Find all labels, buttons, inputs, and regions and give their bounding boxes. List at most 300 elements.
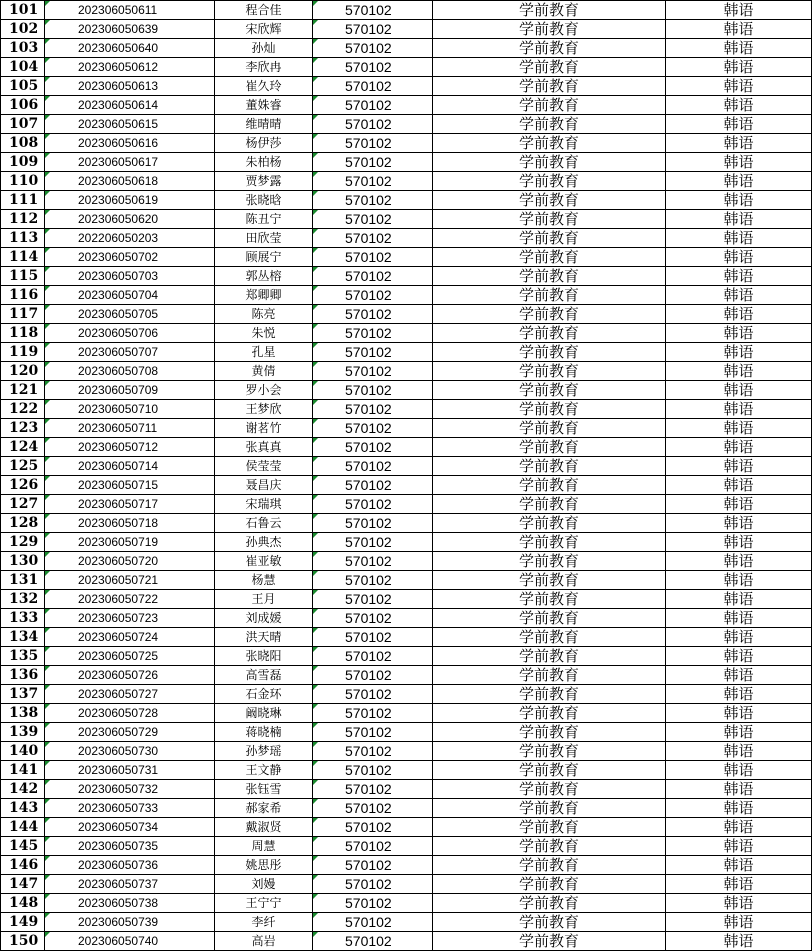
major-name-cell[interactable]: 学前教育 [433,837,666,856]
language-cell[interactable]: 韩语 [666,400,812,419]
row-number-cell[interactable]: 128 [1,514,45,533]
student-id-cell[interactable]: 202306050709 [45,381,215,400]
major-code-cell[interactable]: 570102 [313,286,433,305]
student-name-cell[interactable]: 高雪磊 [215,666,313,685]
language-cell[interactable]: 韩语 [666,438,812,457]
row-number-cell[interactable]: 110 [1,172,45,191]
student-name-cell[interactable]: 阚晓琳 [215,704,313,723]
student-id-cell[interactable]: 202306050719 [45,533,215,552]
student-id-cell[interactable]: 202306050731 [45,761,215,780]
row-number-cell[interactable]: 126 [1,476,45,495]
student-name-cell[interactable]: 刘嫚 [215,875,313,894]
student-id-cell[interactable]: 202306050739 [45,913,215,932]
major-code-cell[interactable]: 570102 [313,913,433,932]
row-number-cell[interactable]: 140 [1,742,45,761]
major-name-cell[interactable]: 学前教育 [433,799,666,818]
major-code-cell[interactable]: 570102 [313,191,433,210]
major-name-cell[interactable]: 学前教育 [433,229,666,248]
student-name-cell[interactable]: 洪天晴 [215,628,313,647]
row-number-cell[interactable]: 125 [1,457,45,476]
major-code-cell[interactable]: 570102 [313,590,433,609]
row-number-cell[interactable]: 146 [1,856,45,875]
major-code-cell[interactable]: 570102 [313,837,433,856]
major-code-cell[interactable]: 570102 [313,609,433,628]
student-name-cell[interactable]: 李欣冉 [215,58,313,77]
major-name-cell[interactable]: 学前教育 [433,172,666,191]
student-name-cell[interactable]: 郭丛榕 [215,267,313,286]
student-name-cell[interactable]: 孙梦瑶 [215,742,313,761]
language-cell[interactable]: 韩语 [666,39,812,58]
major-code-cell[interactable]: 570102 [313,514,433,533]
language-cell[interactable]: 韩语 [666,913,812,932]
major-name-cell[interactable]: 学前教育 [433,134,666,153]
language-cell[interactable]: 韩语 [666,324,812,343]
row-number-cell[interactable]: 106 [1,96,45,115]
student-id-cell[interactable]: 202306050703 [45,267,215,286]
major-name-cell[interactable]: 学前教育 [433,704,666,723]
language-cell[interactable]: 韩语 [666,514,812,533]
student-id-cell[interactable]: 202306050704 [45,286,215,305]
student-name-cell[interactable]: 崔亚敏 [215,552,313,571]
student-id-cell[interactable]: 202306050712 [45,438,215,457]
row-number-cell[interactable]: 132 [1,590,45,609]
major-code-cell[interactable]: 570102 [313,58,433,77]
row-number-cell[interactable]: 107 [1,115,45,134]
row-number-cell[interactable]: 141 [1,761,45,780]
student-name-cell[interactable]: 石鲁云 [215,514,313,533]
major-name-cell[interactable]: 学前教育 [433,932,666,951]
language-cell[interactable]: 韩语 [666,362,812,381]
major-name-cell[interactable]: 学前教育 [433,153,666,172]
row-number-cell[interactable]: 122 [1,400,45,419]
row-number-cell[interactable]: 102 [1,20,45,39]
major-name-cell[interactable]: 学前教育 [433,647,666,666]
language-cell[interactable]: 韩语 [666,875,812,894]
row-number-cell[interactable]: 124 [1,438,45,457]
row-number-cell[interactable]: 114 [1,248,45,267]
major-code-cell[interactable]: 570102 [313,305,433,324]
major-code-cell[interactable]: 570102 [313,723,433,742]
language-cell[interactable]: 韩语 [666,191,812,210]
student-id-cell[interactable]: 202306050702 [45,248,215,267]
major-code-cell[interactable]: 570102 [313,77,433,96]
student-id-cell[interactable]: 202306050734 [45,818,215,837]
major-name-cell[interactable]: 学前教育 [433,419,666,438]
row-number-cell[interactable]: 147 [1,875,45,894]
major-name-cell[interactable]: 学前教育 [433,1,666,20]
row-number-cell[interactable]: 149 [1,913,45,932]
row-number-cell[interactable]: 145 [1,837,45,856]
language-cell[interactable]: 韩语 [666,723,812,742]
student-id-cell[interactable]: 202306050612 [45,58,215,77]
major-code-cell[interactable]: 570102 [313,134,433,153]
row-number-cell[interactable]: 112 [1,210,45,229]
student-name-cell[interactable]: 陈亮 [215,305,313,324]
language-cell[interactable]: 韩语 [666,932,812,951]
major-name-cell[interactable]: 学前教育 [433,115,666,134]
language-cell[interactable]: 韩语 [666,476,812,495]
student-id-cell[interactable]: 202306050717 [45,495,215,514]
student-name-cell[interactable]: 孙典杰 [215,533,313,552]
major-name-cell[interactable]: 学前教育 [433,742,666,761]
student-id-cell[interactable]: 202306050708 [45,362,215,381]
major-code-cell[interactable]: 570102 [313,628,433,647]
major-name-cell[interactable]: 学前教育 [433,552,666,571]
student-name-cell[interactable]: 贾梦露 [215,172,313,191]
row-number-cell[interactable]: 127 [1,495,45,514]
major-code-cell[interactable]: 570102 [313,818,433,837]
major-name-cell[interactable]: 学前教育 [433,913,666,932]
student-id-cell[interactable]: 202306050710 [45,400,215,419]
student-name-cell[interactable]: 孔星 [215,343,313,362]
major-name-cell[interactable]: 学前教育 [433,77,666,96]
major-name-cell[interactable]: 学前教育 [433,780,666,799]
row-number-cell[interactable]: 104 [1,58,45,77]
student-name-cell[interactable]: 宋瑞琪 [215,495,313,514]
student-id-cell[interactable]: 202306050728 [45,704,215,723]
language-cell[interactable]: 韩语 [666,58,812,77]
student-name-cell[interactable]: 田欣莹 [215,229,313,248]
student-name-cell[interactable]: 宋欣辉 [215,20,313,39]
student-name-cell[interactable]: 高岩 [215,932,313,951]
student-name-cell[interactable]: 李纤 [215,913,313,932]
language-cell[interactable]: 韩语 [666,685,812,704]
student-id-cell[interactable]: 202306050730 [45,742,215,761]
language-cell[interactable]: 韩语 [666,761,812,780]
major-code-cell[interactable]: 570102 [313,267,433,286]
row-number-cell[interactable]: 150 [1,932,45,951]
student-name-cell[interactable]: 杨慧 [215,571,313,590]
student-name-cell[interactable]: 朱柏杨 [215,153,313,172]
student-id-cell[interactable]: 202306050721 [45,571,215,590]
language-cell[interactable]: 韩语 [666,153,812,172]
major-code-cell[interactable]: 570102 [313,552,433,571]
row-number-cell[interactable]: 138 [1,704,45,723]
row-number-cell[interactable]: 135 [1,647,45,666]
row-number-cell[interactable]: 103 [1,39,45,58]
student-name-cell[interactable]: 崔久玲 [215,77,313,96]
major-name-cell[interactable]: 学前教育 [433,96,666,115]
major-code-cell[interactable]: 570102 [313,666,433,685]
major-name-cell[interactable]: 学前教育 [433,571,666,590]
major-name-cell[interactable]: 学前教育 [433,20,666,39]
language-cell[interactable]: 韩语 [666,818,812,837]
student-id-cell[interactable]: 202306050618 [45,172,215,191]
major-code-cell[interactable]: 570102 [313,704,433,723]
row-number-cell[interactable]: 134 [1,628,45,647]
language-cell[interactable]: 韩语 [666,609,812,628]
row-number-cell[interactable]: 143 [1,799,45,818]
language-cell[interactable]: 韩语 [666,666,812,685]
language-cell[interactable]: 韩语 [666,286,812,305]
major-code-cell[interactable]: 570102 [313,932,433,951]
major-name-cell[interactable]: 学前教育 [433,305,666,324]
student-id-cell[interactable]: 202306050720 [45,552,215,571]
language-cell[interactable]: 韩语 [666,96,812,115]
student-name-cell[interactable]: 黄倩 [215,362,313,381]
student-name-cell[interactable]: 张晓阳 [215,647,313,666]
language-cell[interactable]: 韩语 [666,172,812,191]
student-id-cell[interactable]: 202306050619 [45,191,215,210]
student-id-cell[interactable]: 202306050740 [45,932,215,951]
row-number-cell[interactable]: 105 [1,77,45,96]
major-name-cell[interactable]: 学前教育 [433,761,666,780]
student-id-cell[interactable]: 202306050620 [45,210,215,229]
major-code-cell[interactable]: 570102 [313,894,433,913]
student-id-cell[interactable]: 202306050727 [45,685,215,704]
student-id-cell[interactable]: 202306050707 [45,343,215,362]
major-name-cell[interactable]: 学前教育 [433,267,666,286]
student-name-cell[interactable]: 侯莹莹 [215,457,313,476]
major-code-cell[interactable]: 570102 [313,20,433,39]
row-number-cell[interactable]: 121 [1,381,45,400]
major-code-cell[interactable]: 570102 [313,210,433,229]
major-name-cell[interactable]: 学前教育 [433,381,666,400]
language-cell[interactable]: 韩语 [666,381,812,400]
student-id-cell[interactable]: 202306050735 [45,837,215,856]
student-id-cell[interactable]: 202306050733 [45,799,215,818]
major-code-cell[interactable]: 570102 [313,381,433,400]
student-name-cell[interactable]: 郝家希 [215,799,313,818]
major-name-cell[interactable]: 学前教育 [433,685,666,704]
student-name-cell[interactable]: 姚思彤 [215,856,313,875]
major-code-cell[interactable]: 570102 [313,153,433,172]
major-code-cell[interactable]: 570102 [313,533,433,552]
student-id-cell[interactable]: 202306050738 [45,894,215,913]
major-code-cell[interactable]: 570102 [313,419,433,438]
major-code-cell[interactable]: 570102 [313,799,433,818]
major-name-cell[interactable]: 学前教育 [433,58,666,77]
row-number-cell[interactable]: 108 [1,134,45,153]
major-name-cell[interactable]: 学前教育 [433,609,666,628]
student-id-cell[interactable]: 202306050706 [45,324,215,343]
student-id-cell[interactable]: 202306050617 [45,153,215,172]
language-cell[interactable]: 韩语 [666,77,812,96]
row-number-cell[interactable]: 120 [1,362,45,381]
major-name-cell[interactable]: 学前教育 [433,286,666,305]
major-code-cell[interactable]: 570102 [313,647,433,666]
language-cell[interactable]: 韩语 [666,837,812,856]
major-name-cell[interactable]: 学前教育 [433,248,666,267]
major-code-cell[interactable]: 570102 [313,115,433,134]
student-name-cell[interactable]: 孙灿 [215,39,313,58]
student-name-cell[interactable]: 顾展宁 [215,248,313,267]
student-name-cell[interactable]: 朱悦 [215,324,313,343]
major-code-cell[interactable]: 570102 [313,1,433,20]
student-id-cell[interactable]: 202306050613 [45,77,215,96]
row-number-cell[interactable]: 111 [1,191,45,210]
language-cell[interactable]: 韩语 [666,419,812,438]
major-name-cell[interactable]: 学前教育 [433,875,666,894]
major-name-cell[interactable]: 学前教育 [433,894,666,913]
row-number-cell[interactable]: 148 [1,894,45,913]
major-name-cell[interactable]: 学前教育 [433,362,666,381]
major-name-cell[interactable]: 学前教育 [433,191,666,210]
student-id-cell[interactable]: 202306050611 [45,1,215,20]
student-id-cell[interactable]: 202306050615 [45,115,215,134]
row-number-cell[interactable]: 142 [1,780,45,799]
major-name-cell[interactable]: 学前教育 [433,476,666,495]
major-code-cell[interactable]: 570102 [313,172,433,191]
row-number-cell[interactable]: 109 [1,153,45,172]
major-code-cell[interactable]: 570102 [313,400,433,419]
major-name-cell[interactable]: 学前教育 [433,590,666,609]
student-name-cell[interactable]: 郑卿卿 [215,286,313,305]
student-id-cell[interactable]: 202306050725 [45,647,215,666]
row-number-cell[interactable]: 133 [1,609,45,628]
student-id-cell[interactable]: 202306050729 [45,723,215,742]
student-id-cell[interactable]: 202306050718 [45,514,215,533]
row-number-cell[interactable]: 115 [1,267,45,286]
student-name-cell[interactable]: 王文静 [215,761,313,780]
language-cell[interactable]: 韩语 [666,780,812,799]
language-cell[interactable]: 韩语 [666,856,812,875]
student-id-cell[interactable]: 202306050614 [45,96,215,115]
major-name-cell[interactable]: 学前教育 [433,533,666,552]
student-name-cell[interactable]: 张钰雪 [215,780,313,799]
row-number-cell[interactable]: 116 [1,286,45,305]
language-cell[interactable]: 韩语 [666,305,812,324]
row-number-cell[interactable]: 123 [1,419,45,438]
row-number-cell[interactable]: 119 [1,343,45,362]
major-code-cell[interactable]: 570102 [313,343,433,362]
student-name-cell[interactable]: 蒋晓楠 [215,723,313,742]
major-code-cell[interactable]: 570102 [313,742,433,761]
student-id-cell[interactable]: 202306050640 [45,39,215,58]
language-cell[interactable]: 韩语 [666,1,812,20]
row-number-cell[interactable]: 130 [1,552,45,571]
language-cell[interactable]: 韩语 [666,20,812,39]
student-name-cell[interactable]: 周慧 [215,837,313,856]
major-code-cell[interactable]: 570102 [313,780,433,799]
major-code-cell[interactable]: 570102 [313,39,433,58]
language-cell[interactable]: 韩语 [666,628,812,647]
major-code-cell[interactable]: 570102 [313,362,433,381]
student-id-cell[interactable]: 202306050723 [45,609,215,628]
student-id-cell[interactable]: 202306050639 [45,20,215,39]
student-id-cell[interactable]: 202306050705 [45,305,215,324]
student-name-cell[interactable]: 杨伊莎 [215,134,313,153]
language-cell[interactable]: 韩语 [666,267,812,286]
major-name-cell[interactable]: 学前教育 [433,666,666,685]
major-name-cell[interactable]: 学前教育 [433,818,666,837]
student-id-cell[interactable]: 202306050737 [45,875,215,894]
language-cell[interactable]: 韩语 [666,134,812,153]
language-cell[interactable]: 韩语 [666,533,812,552]
student-id-cell[interactable]: 202206050203 [45,229,215,248]
major-code-cell[interactable]: 570102 [313,571,433,590]
row-number-cell[interactable]: 129 [1,533,45,552]
major-code-cell[interactable]: 570102 [313,761,433,780]
student-name-cell[interactable]: 谢茗竹 [215,419,313,438]
major-code-cell[interactable]: 570102 [313,438,433,457]
student-id-cell[interactable]: 202306050711 [45,419,215,438]
student-id-cell[interactable]: 202306050732 [45,780,215,799]
student-name-cell[interactable]: 戴淑贤 [215,818,313,837]
major-name-cell[interactable]: 学前教育 [433,343,666,362]
major-code-cell[interactable]: 570102 [313,685,433,704]
language-cell[interactable]: 韩语 [666,590,812,609]
student-id-cell[interactable]: 202306050714 [45,457,215,476]
major-name-cell[interactable]: 学前教育 [433,324,666,343]
student-name-cell[interactable]: 陈丑宁 [215,210,313,229]
student-name-cell[interactable]: 石金环 [215,685,313,704]
student-id-cell[interactable]: 202306050715 [45,476,215,495]
student-id-cell[interactable]: 202306050616 [45,134,215,153]
student-name-cell[interactable]: 王梦欣 [215,400,313,419]
major-name-cell[interactable]: 学前教育 [433,495,666,514]
language-cell[interactable]: 韩语 [666,647,812,666]
major-code-cell[interactable]: 570102 [313,495,433,514]
row-number-cell[interactable]: 118 [1,324,45,343]
major-name-cell[interactable]: 学前教育 [433,438,666,457]
major-name-cell[interactable]: 学前教育 [433,400,666,419]
major-code-cell[interactable]: 570102 [313,875,433,894]
major-code-cell[interactable]: 570102 [313,856,433,875]
row-number-cell[interactable]: 117 [1,305,45,324]
language-cell[interactable]: 韩语 [666,457,812,476]
student-name-cell[interactable]: 程合佳 [215,1,313,20]
language-cell[interactable]: 韩语 [666,894,812,913]
major-name-cell[interactable]: 学前教育 [433,457,666,476]
language-cell[interactable]: 韩语 [666,495,812,514]
student-name-cell[interactable]: 维晴晴 [215,115,313,134]
major-code-cell[interactable]: 570102 [313,324,433,343]
row-number-cell[interactable]: 137 [1,685,45,704]
student-id-cell[interactable]: 202306050724 [45,628,215,647]
row-number-cell[interactable]: 101 [1,1,45,20]
language-cell[interactable]: 韩语 [666,742,812,761]
row-number-cell[interactable]: 139 [1,723,45,742]
language-cell[interactable]: 韩语 [666,571,812,590]
major-code-cell[interactable]: 570102 [313,457,433,476]
language-cell[interactable]: 韩语 [666,115,812,134]
major-name-cell[interactable]: 学前教育 [433,856,666,875]
major-code-cell[interactable]: 570102 [313,229,433,248]
student-id-cell[interactable]: 202306050726 [45,666,215,685]
row-number-cell[interactable]: 144 [1,818,45,837]
language-cell[interactable]: 韩语 [666,248,812,267]
language-cell[interactable]: 韩语 [666,343,812,362]
language-cell[interactable]: 韩语 [666,229,812,248]
major-name-cell[interactable]: 学前教育 [433,514,666,533]
row-number-cell[interactable]: 136 [1,666,45,685]
row-number-cell[interactable]: 113 [1,229,45,248]
major-name-cell[interactable]: 学前教育 [433,39,666,58]
major-code-cell[interactable]: 570102 [313,476,433,495]
major-name-cell[interactable]: 学前教育 [433,628,666,647]
language-cell[interactable]: 韩语 [666,704,812,723]
language-cell[interactable]: 韩语 [666,210,812,229]
student-name-cell[interactable]: 董姝睿 [215,96,313,115]
student-name-cell[interactable]: 王宁宁 [215,894,313,913]
major-code-cell[interactable]: 570102 [313,96,433,115]
student-name-cell[interactable]: 张晓晗 [215,191,313,210]
student-name-cell[interactable]: 聂昌庆 [215,476,313,495]
major-name-cell[interactable]: 学前教育 [433,723,666,742]
student-name-cell[interactable]: 罗小会 [215,381,313,400]
major-code-cell[interactable]: 570102 [313,248,433,267]
student-id-cell[interactable]: 202306050736 [45,856,215,875]
major-name-cell[interactable]: 学前教育 [433,210,666,229]
student-name-cell[interactable]: 王月 [215,590,313,609]
language-cell[interactable]: 韩语 [666,799,812,818]
student-name-cell[interactable]: 刘成媛 [215,609,313,628]
student-id-cell[interactable]: 202306050722 [45,590,215,609]
row-number-cell[interactable]: 131 [1,571,45,590]
language-cell[interactable]: 韩语 [666,552,812,571]
student-name-cell[interactable]: 张真真 [215,438,313,457]
